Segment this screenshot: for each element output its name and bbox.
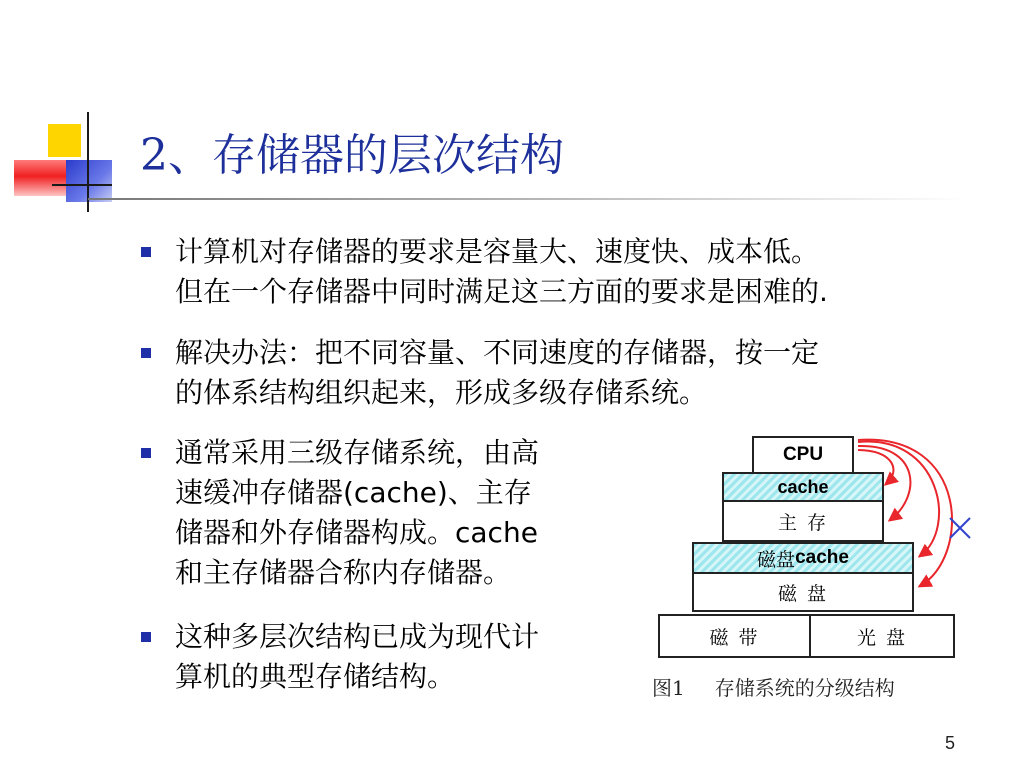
disk-cache-prefix: 磁盘	[757, 548, 796, 571]
bullet-line: 这种多层次结构已成为现代计	[175, 620, 540, 653]
decor-blue-block	[66, 160, 112, 202]
bullet-line: 储器和外存储器构成。cache	[175, 516, 538, 549]
decor-vertical-line	[87, 112, 89, 212]
bullet-line: 算机的典型存储结构。	[175, 660, 456, 693]
cache-box: cache	[722, 472, 884, 502]
figure-number: 图1	[652, 676, 685, 700]
bullet-square-icon	[141, 348, 151, 358]
arrow-cpu-to-disk	[858, 440, 952, 586]
tape-box: 磁 带	[658, 614, 811, 658]
arrow-cpu-to-main-memory	[858, 446, 910, 520]
optical-disk-box: 光 盘	[809, 614, 955, 658]
bullet-square-icon	[141, 632, 151, 642]
figure-caption-text: 存储系统的分级结构	[714, 676, 895, 700]
bullet-line: 通常采用三级存储系统，由高	[175, 436, 540, 469]
main-memory-box: 主 存	[722, 500, 884, 542]
figure-caption	[652, 672, 895, 701]
arrow-cpu-to-cache	[858, 450, 893, 484]
bullet-line: 和主存储器合称内存储器。	[175, 556, 512, 589]
bullet-square-icon	[141, 247, 151, 257]
bullet-square-icon	[141, 448, 151, 458]
title-underline	[88, 198, 968, 200]
decor-horizontal-line	[52, 184, 112, 186]
cpu-box: CPU	[752, 436, 854, 474]
bullet-line: 计算机对存储器的要求是容量大、速度快、成本低。	[175, 235, 820, 268]
bullet-line: 解决办法：把不同容量、不同速度的存储器，按一定	[175, 336, 820, 369]
bullet-three-level	[175, 433, 539, 593]
disk-cache-suffix: cache	[795, 547, 849, 568]
bullet-solution	[175, 333, 819, 413]
slide-title: 2、存储器的层次结构	[140, 130, 564, 181]
bullet-line: 但在一个存储器中同时满足这三方面的要求是困难的.	[175, 275, 828, 308]
bullet-line: 的体系结构组织起来，形成多级存储系统。	[175, 376, 708, 409]
bullet-line: 速缓冲存储器(cache)、主存	[175, 476, 532, 509]
storage-hierarchy-diagram	[640, 432, 980, 707]
bullet-requirements	[175, 232, 828, 312]
disk-box: 磁 盘	[692, 572, 914, 612]
page-number: 5	[945, 733, 956, 753]
bullet-typical-structure	[175, 617, 539, 697]
decor-yellow-block	[48, 124, 81, 157]
diagram-arrows	[640, 432, 980, 707]
